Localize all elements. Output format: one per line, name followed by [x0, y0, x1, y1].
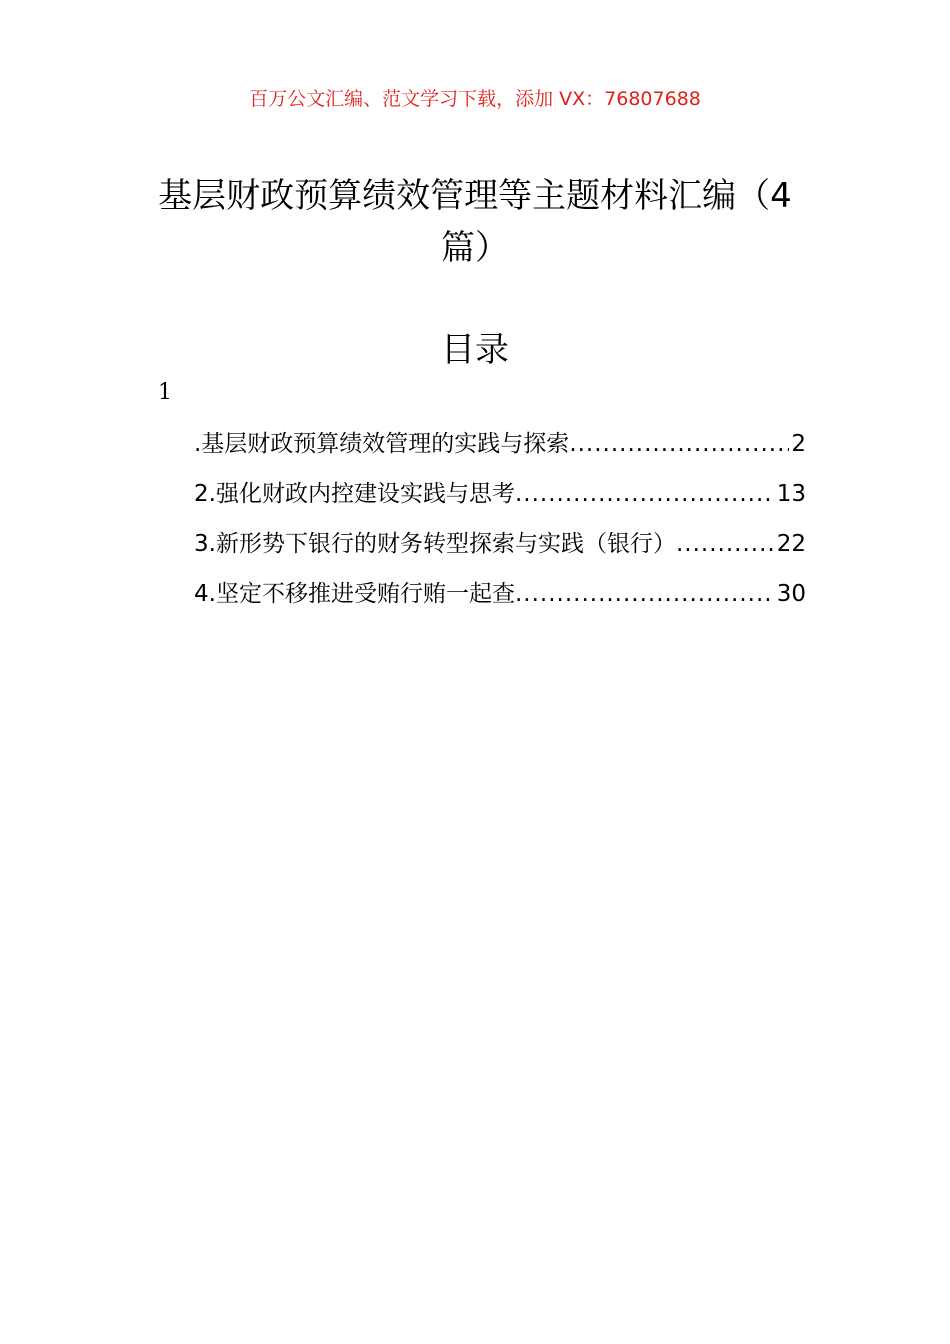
toc-entry[interactable]: [194, 425, 806, 475]
toc-entry[interactable]: [194, 525, 806, 575]
toc-entry-page: 30: [776, 581, 806, 607]
toc-leader-dots: [676, 531, 775, 557]
toc-leader-dots: [569, 431, 789, 457]
toc-entry-label: 3.新形势下银行的财务转型探索与实践（银行）: [194, 531, 676, 557]
toc-entry[interactable]: [194, 575, 806, 625]
toc-entry-page: 13: [776, 481, 806, 507]
toc-entry-page: 22: [776, 531, 806, 557]
toc-leader-dots: [515, 581, 775, 607]
toc-entry-label: 4.坚定不移推进受贿行贿一起查: [194, 581, 515, 607]
promo-banner: 百万公文汇编、范文学习下载，添加 VX：76807688: [249, 88, 701, 110]
table-of-contents: [194, 425, 806, 625]
toc-entry-page: 2: [791, 431, 806, 457]
toc-entry-label: 2.强化财政内控建设实践与思考: [194, 481, 515, 507]
toc-heading: 目录: [441, 330, 509, 370]
stray-number: 1: [158, 380, 172, 405]
document-title: 基层财政预算绩效管理等主题材料汇编（4篇）: [158, 176, 792, 268]
toc-entry-label: .基层财政预算绩效管理的实践与探索: [194, 431, 570, 457]
toc-leader-dots: [515, 481, 775, 507]
toc-entry[interactable]: [194, 475, 806, 525]
